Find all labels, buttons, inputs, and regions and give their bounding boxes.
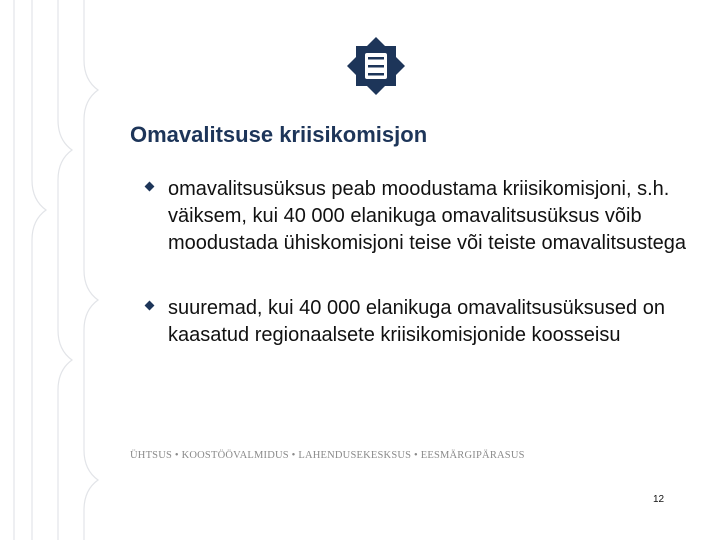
diamond-bullet-icon bbox=[145, 182, 155, 192]
bullet-item bbox=[140, 176, 700, 257]
page-number: 12 bbox=[653, 494, 665, 505]
bullet-item bbox=[140, 295, 700, 349]
slide-title: Omavalitsuse kriisikomisjon bbox=[130, 122, 428, 147]
bullet-list bbox=[140, 176, 700, 349]
bullet-text: suuremad, kui 40 000 elanikuga omavalitsusüksused on kaasatud regionaalsete kriisikomisjonide koosseisu bbox=[168, 297, 665, 346]
bullet-text: omavalitsusüksus peab moodustama kriisikomisjoni, s.h. väiksem, kui 40 000 elanikuga omavalitsusüksus võib moodustada ühiskomisjoni teise või teiste omavalitsustega bbox=[168, 178, 687, 254]
motto-footer: ÜHTSUS • KOOSTÖÖVALMIDUS • LAHENDUSEKESKSUS • EESMÄRGIPÄRASUS bbox=[130, 450, 525, 461]
decorative-line-pattern bbox=[0, 0, 110, 540]
ornamental-crest-icon bbox=[344, 34, 408, 98]
diamond-bullet-icon bbox=[145, 301, 155, 311]
